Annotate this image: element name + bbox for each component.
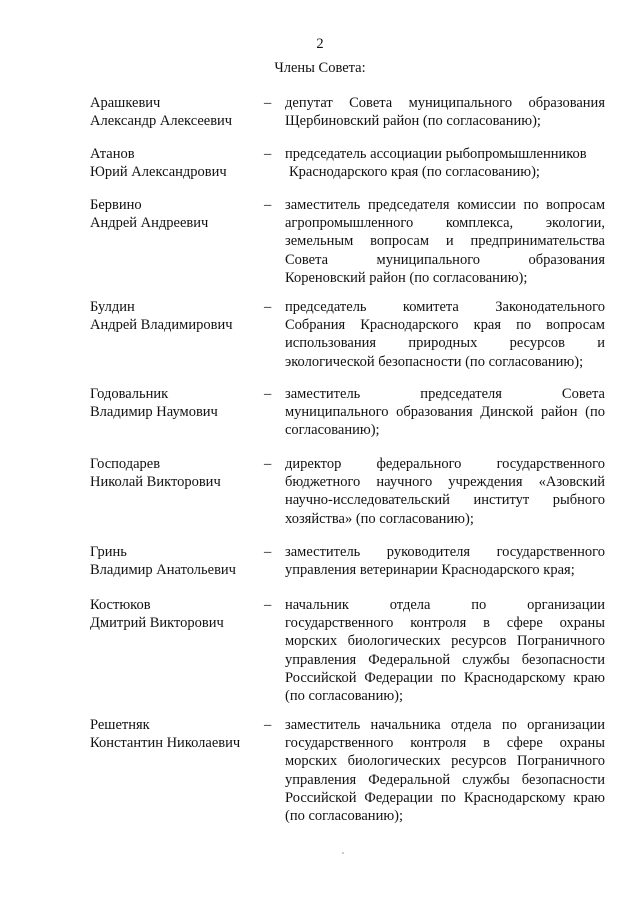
member-name (90, 596, 260, 632)
role-line: Российской Федерации по Краснодарскому краю (285, 669, 605, 686)
member-role (285, 385, 605, 440)
member-given-names: Константин Николаевич (90, 735, 241, 751)
role-line: морских биологических ресурсов Пограничного (285, 753, 605, 770)
member-name (90, 298, 260, 334)
dash: – (264, 197, 272, 213)
role-line: управления Федеральной службы безопасности (285, 771, 605, 788)
role-line: научно-исследовательский институт рыбного (285, 492, 605, 509)
page-number: 2 (316, 36, 324, 52)
member-name (90, 455, 260, 491)
member-given-names: Николай Викторович (90, 474, 221, 490)
dash: – (264, 544, 272, 560)
member-surname: Костюков (90, 597, 151, 613)
member-surname: Господарев (90, 456, 161, 472)
member-role (285, 596, 605, 705)
member-name (90, 145, 260, 181)
role-line: хозяйства» (по согласованию); (285, 510, 474, 527)
role-line: (по согласованию); (285, 808, 404, 825)
member-name (90, 385, 260, 421)
member-role (285, 455, 605, 528)
dash: – (264, 146, 272, 162)
member-given-names: Дмитрий Викторович (90, 615, 224, 631)
role-line: Российской Федерации по Краснодарскому краю (285, 789, 605, 806)
scan-speck (342, 852, 344, 854)
member-role (285, 145, 605, 181)
role-line: директор федерального государственного (285, 456, 605, 472)
dash: – (264, 386, 272, 402)
member-surname: Годовальник (90, 386, 169, 402)
role-line: экологической безопасности (по согласованию); (285, 353, 584, 370)
member-given-names: Владимир Наумович (90, 404, 218, 420)
role-line: агропромышленного комплекса, экологии, (285, 215, 605, 232)
member-role (285, 716, 605, 825)
role-line: муниципального образования Динской район (по (285, 404, 605, 421)
role-line: заместитель начальника отдела по организации (285, 717, 605, 733)
role-line: (по согласованию); (285, 688, 404, 705)
role-line: Совета муниципального образования (285, 251, 605, 268)
dash: – (264, 717, 272, 733)
role-line: использования природных ресурсов и (285, 335, 605, 352)
member-given-names: Владимир Анатольевич (90, 562, 236, 578)
role-line: государственного контроля в сфере охраны (285, 735, 605, 752)
member-surname: Арашкевич (90, 95, 161, 111)
dash: – (264, 456, 272, 472)
member-given-names: Юрий Александрович (90, 164, 227, 180)
role-line: начальник отдела по организации (285, 597, 605, 613)
role-line: земельным вопросам и предпринимательства (285, 233, 605, 250)
member-surname: Бервино (90, 197, 142, 213)
member-name (90, 543, 260, 579)
member-name (90, 196, 260, 232)
section-title: Члены Совета: (274, 60, 366, 76)
role-line: заместитель председателя Совета (285, 386, 605, 402)
member-given-names: Андрей Владимирович (90, 317, 233, 333)
role-line: управления Федеральной службы безопасности (285, 651, 605, 668)
role-line: Щербиновский район (по согласованию); (285, 113, 541, 130)
role-line: председатель ассоциации рыбопромышленников (285, 146, 587, 162)
dash: – (264, 597, 272, 613)
member-role (285, 543, 605, 579)
member-surname: Гринь (90, 544, 127, 560)
role-line: бюджетного научного учреждения «Азовский (285, 474, 605, 491)
member-name (90, 94, 260, 130)
role-line: Краснодарского края (по согласованию); (289, 164, 540, 181)
member-given-names: Андрей Андреевич (90, 215, 209, 231)
dash: – (264, 299, 272, 315)
member-role (285, 196, 605, 287)
role-line: управления ветеринарии Краснодарского края; (285, 562, 575, 579)
role-line: заместитель руководителя государственного (285, 544, 605, 560)
role-line: государственного контроля в сфере охраны (285, 615, 605, 632)
member-surname: Булдин (90, 299, 135, 315)
role-line: заместитель председателя комиссии по вопросам (285, 197, 605, 213)
dash: – (264, 95, 272, 111)
member-surname: Атанов (90, 146, 135, 162)
role-line: морских биологических ресурсов Пограничного (285, 633, 605, 650)
role-line: председатель комитета Законодательного (285, 299, 605, 315)
role-line: Собрания Краснодарского края по вопросам (285, 317, 605, 334)
member-surname: Решетняк (90, 717, 150, 733)
role-line: депутат Совета муниципального образования (285, 95, 605, 111)
member-role (285, 94, 605, 130)
role-line: Кореновский район (по согласованию); (285, 269, 528, 286)
member-name (90, 716, 260, 752)
member-given-names: Александр Алексеевич (90, 113, 233, 129)
member-role (285, 298, 605, 371)
role-line: согласованию); (285, 422, 380, 439)
